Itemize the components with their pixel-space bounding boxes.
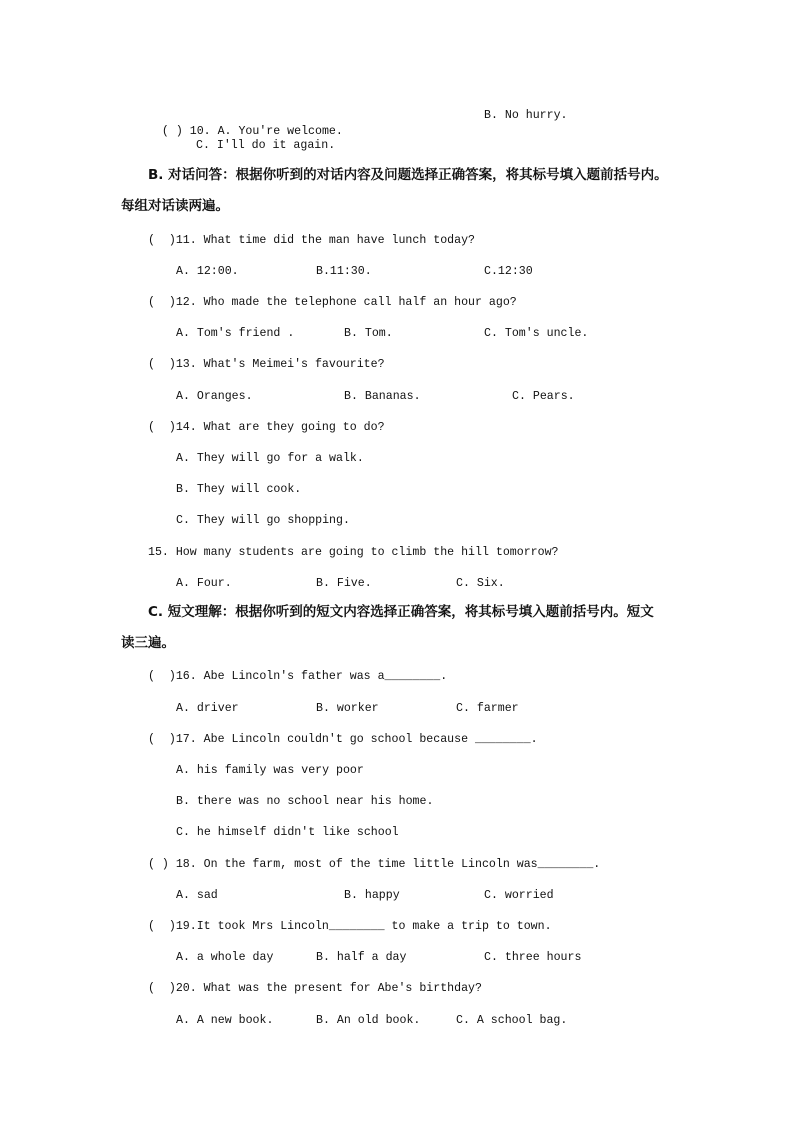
- q20-option-a: A. A new book.: [176, 1014, 274, 1027]
- q11-option-a: A. 12:00.: [176, 265, 239, 278]
- q10-bracket-and-a: [148, 108, 343, 140]
- q14-option-c: C. They will go shopping.: [176, 514, 350, 527]
- q13-option-b: B. Bananas.: [344, 390, 421, 403]
- q20-option-b: B. An old book.: [316, 1014, 421, 1027]
- q13-option-c: C. Pears.: [512, 390, 575, 403]
- q14-stem: ( )14. What are they going to do?: [148, 421, 385, 434]
- q18-option-b: B. happy: [344, 889, 400, 902]
- section-b-heading-line2: 每组对话读两遍。: [121, 198, 229, 214]
- q17-option-c: C. he himself didn't like school: [176, 826, 399, 839]
- q16-option-a: A. driver: [176, 702, 239, 715]
- q10-option-c: C. I'll do it again.: [196, 139, 336, 152]
- q12-option-c: C. Tom's uncle.: [484, 327, 589, 340]
- q16-stem: ( )16. Abe Lincoln's father was a________.: [148, 670, 448, 683]
- q13-option-a: A. Oranges.: [176, 390, 253, 403]
- q13-stem: ( )13. What's Meimei's favourite?: [148, 358, 385, 371]
- section-c-heading-line2: 读三遍。: [121, 635, 175, 651]
- q16-option-b: B. worker: [316, 702, 379, 715]
- q18-option-a: A. sad: [176, 889, 218, 902]
- q19-option-b: B. half a day: [316, 951, 407, 964]
- q17-stem: ( )17. Abe Lincoln couldn't go school because ________.: [148, 733, 538, 746]
- q18-option-c: C. worried: [484, 889, 554, 902]
- q19-option-c: C. three hours: [484, 951, 582, 964]
- q12-option-a: A. Tom's friend .: [176, 327, 295, 340]
- q10-option-a: A. You're welcome.: [217, 125, 343, 138]
- q20-stem: ( )20. What was the present for Abe's birthday?: [148, 982, 482, 995]
- q15-option-b: B. Five.: [316, 577, 372, 590]
- q17-option-b: B. there was no school near his home.: [176, 795, 434, 808]
- q12-option-b: B. Tom.: [344, 327, 393, 340]
- q11-option-b: B.11:30.: [316, 265, 372, 278]
- q15-option-a: A. Four.: [176, 577, 232, 590]
- q19-stem: ( )19.It took Mrs Lincoln________ to make a trip to town.: [148, 920, 552, 933]
- q12-stem: ( )12. Who made the telephone call half an hour ago?: [148, 296, 517, 309]
- q14-option-a: A. They will go for a walk.: [176, 452, 364, 465]
- section-b-heading-line1: B. 对话问答：根据你听到的对话内容及问题选择正确答案，将其标号填入题前括号内。: [148, 167, 668, 183]
- q15-stem: 15. How many students are going to climb the hill tomorrow?: [148, 546, 559, 559]
- section-c-heading-line1: C. 短文理解：根据你听到的短文内容选择正确答案，将其标号填入题前括号内。短文: [148, 604, 654, 620]
- q10-bracket: ( ) 10.: [161, 125, 211, 138]
- q16-option-c: C. farmer: [456, 702, 519, 715]
- q18-stem: ( ) 18. On the farm, most of the time little Lincoln was________.: [148, 858, 601, 871]
- q10-option-b: B. No hurry.: [484, 109, 568, 122]
- q14-option-b: B. They will cook.: [176, 483, 302, 496]
- q15-option-c: C. Six.: [456, 577, 505, 590]
- q11-stem: ( )11. What time did the man have lunch today?: [148, 234, 475, 247]
- q11-option-c: C.12:30: [484, 265, 533, 278]
- q19-option-a: A. a whole day: [176, 951, 274, 964]
- q20-option-c: C. A school bag.: [456, 1014, 568, 1027]
- q17-option-a: A. his family was very poor: [176, 764, 364, 777]
